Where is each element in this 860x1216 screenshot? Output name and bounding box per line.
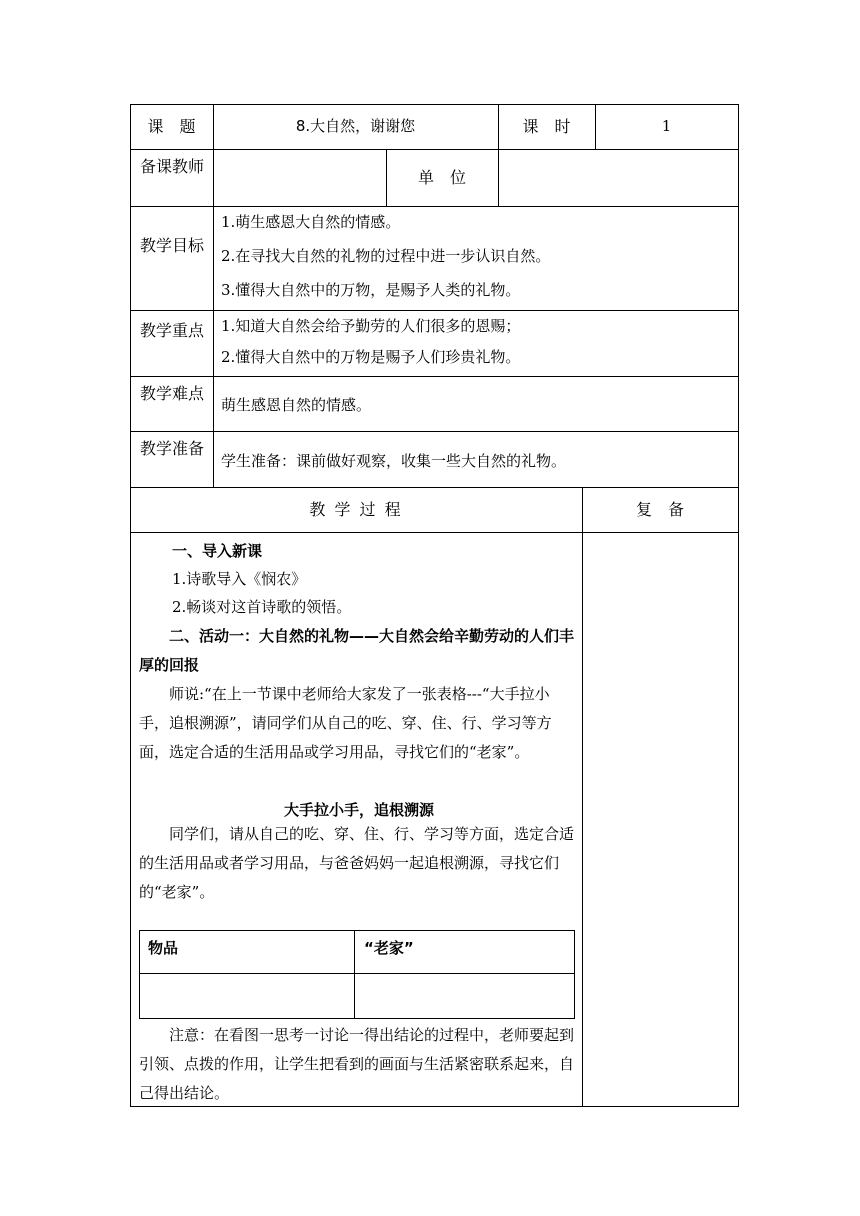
teacher-label: 备课教师 [139,157,204,176]
key-point-item: 2.懂得大自然中的万物是赐予人们珍贵礼物。 [221,348,521,366]
sheet-title: 大手拉小手，追根溯源 [283,801,434,819]
topic-label: 课 题 [147,117,196,136]
goal-item: 1.萌生感恩大自然的情感。 [221,213,401,231]
teacher-value [213,149,386,206]
key-point-item: 1.知道大自然会给予勤劳的人们很多的恩赐； [221,317,521,335]
review-header: 复 备 [635,500,684,519]
goal-item: 3.懂得大自然中的万物，是赐予人类的礼物。 [221,281,521,299]
goal-item: 2.在寻找大自然的礼物的过程中进一步认识自然。 [221,247,551,265]
period-value: 1 [661,117,672,135]
table-header-origin: “老家” [364,939,414,957]
process-header: 教 学 过 程 [309,500,403,519]
unit-value [498,149,738,206]
difficulties-text: 萌生感恩自然的情感。 [221,396,372,414]
section1-item: 1.诗歌导入《悯农》 [172,570,307,588]
difficulties-label: 教学难点 [139,384,204,403]
preparation-label: 教学准备 [139,439,204,458]
section1-item: 2.畅谈对这首诗歌的领悟。 [172,598,352,616]
period-label: 课 时 [522,117,571,136]
section2-title: 二、活动一：大自然的礼物——大自然会给辛勤劳动的人们丰厚的回报 [139,627,575,674]
goals-label: 教学目标 [139,236,204,255]
key-points-label: 教学重点 [139,321,204,340]
note-paragraph: 注意：在看图一思考一讨论一得出结论的过程中，老师要起到引领、点拨的作用，让学生把看到的画面与生活紧密联系起来，自己得出结论。 [139,1026,575,1102]
teacher-paragraph: 师说:“在上一节课中老师给大家发了一张表格---“大手拉小手，追根溯源”，请同学们从自己的吃、穿、住、行、学习等方面，选定合适的生活用品或学习用品，寻找它们的“老家”。 [139,685,552,761]
topic-value: 8.大自然，谢谢您 [295,117,416,135]
preparation-text: 学生准备：课前做好观察，收集一些大自然的礼物。 [221,452,567,470]
section1-title: 一、导入新课 [172,542,263,560]
table-header-item: 物品 [148,939,179,957]
sheet-paragraph: 同学们，请从自己的吃、穿、住、行、学习等方面，选定合适的生活用品或者学习用品，与爸爸妈妈一起追根溯源，寻找它们的“老家”。 [139,825,575,901]
unit-label: 单 位 [417,168,466,187]
